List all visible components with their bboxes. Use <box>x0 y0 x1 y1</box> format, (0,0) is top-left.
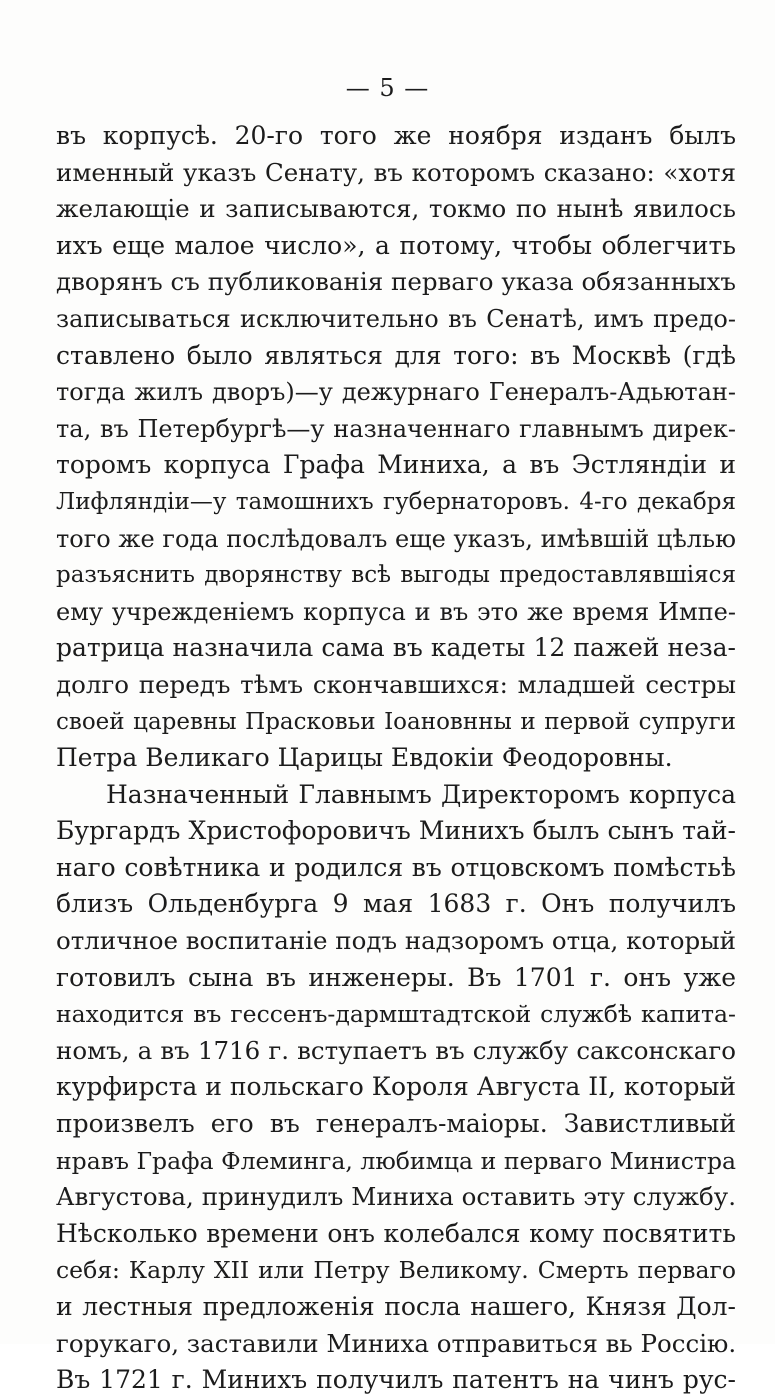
text-line: та, въ Петербургѣ—у назначеннаго главнымъ дирек- <box>56 414 736 443</box>
text-line: тогда жилъ дворъ)—у дежурнаго Генералъ-Адьютан- <box>56 378 736 407</box>
text-line: отличное воспитаніе подъ надзоромъ отца, который <box>56 926 736 956</box>
text-line: находится въ гессенъ-дармштадтской службѣ капита- <box>56 1000 736 1029</box>
text-line: дворянъ съ публикованія перваго указа обязанныхъ <box>56 267 736 297</box>
text-line: торомъ корпуса Графа Миниха, а въ Эстляндіи и <box>56 450 736 480</box>
text-line: Бургардъ Христофоровичъ Минихъ былъ сынъ тай- <box>56 816 736 846</box>
page-number: — 5 — <box>345 74 430 102</box>
text-line: ему учрежденіемъ корпуса и въ это же время Импе- <box>56 597 736 626</box>
text-line: Нѣсколько времени онъ колебался кому посвятить <box>56 1218 736 1248</box>
text-line: Лифляндіи—у тамошнихъ губернаторовъ. 4-го декабря <box>56 488 736 515</box>
text-line: себя: Карлу XII или Петру Великому. Смерть перваго <box>56 1256 736 1285</box>
text-line: нравъ Графа Флеминга, любимца и перваго Министра <box>56 1146 736 1175</box>
text-line: курфирста и польскаго Короля Августа II, который <box>56 1072 737 1102</box>
text-line: и лестныя предложенія посла нашего, Князя Дол- <box>56 1292 736 1321</box>
text-line: ратрица назначила сама въ кадеты 12 пажей неза- <box>56 633 736 663</box>
text-line: Августова, принудилъ Миниха оставить эту службу. <box>56 1182 736 1212</box>
text-line: долго передъ тѣмъ скончавшихся: младшей сестры <box>56 669 736 699</box>
text-line: произвелъ его въ генералъ-маіоры. Завистливый <box>56 1109 736 1139</box>
text-line: въ корпусѣ. 20-го того же ноября изданъ былъ <box>56 121 736 150</box>
body-text <box>56 118 736 1399</box>
text-line: записываться исключительно въ Сенатѣ, имъ предо- <box>56 304 736 333</box>
text-line: номъ, а въ 1716 г. вступаетъ въ службу саксонскаго <box>56 1035 736 1065</box>
text-line: разъяснить дворянству всѣ выгоды предоставлявшіяся <box>56 562 736 589</box>
text-line: горукаго, заставили Миниха отправиться вь Россію. <box>56 1328 737 1358</box>
text-line: ихъ еще малое число», а потому, чтобы облегчить <box>56 230 736 260</box>
paragraph-end-line: Петра Великаго Царицы Евдокіи Феодоровны. <box>56 743 673 773</box>
text-line: ставлено было являться для того: въ Москвѣ (гдѣ <box>56 340 736 370</box>
text-line: желающіе и записываются, токмо по нынѣ явилось <box>56 194 736 224</box>
paragraph-start-line: Назначенный Главнымъ Директоромъ корпуса <box>106 779 736 809</box>
text-line: готовилъ сына въ инженеры. Въ 1701 г. онъ уже <box>56 962 736 992</box>
text-line: наго совѣтника и родился въ отцовскомъ помѣстьѣ <box>56 852 736 882</box>
text-line: своей царевны Прасковьи Іоановнны и первой супруги <box>56 708 736 735</box>
text-line: того же года послѣдовалъ еще указъ, имѣвшій цѣлью <box>56 524 736 553</box>
text-line: именный указъ Сенату, въ которомъ сказано: «хотя <box>56 157 736 187</box>
text-line: Въ 1721 г. Минихъ получилъ патентъ на чинъ рус- <box>56 1365 736 1395</box>
text-line: близъ Ольденбурга 9 мая 1683 г. Онъ получилъ <box>56 889 736 919</box>
